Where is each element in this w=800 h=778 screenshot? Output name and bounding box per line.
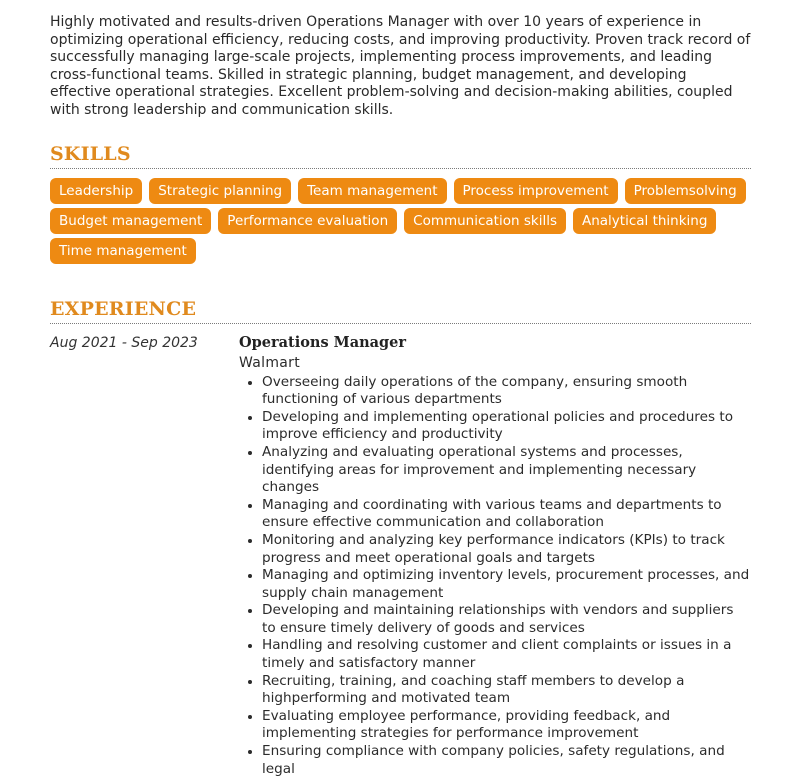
job-entry — [50, 334, 751, 778]
job-responsibilities — [239, 374, 751, 778]
summary-paragraph: Highly motivated and results-driven Operations Manager with over 10 years of experience in optimizing operational efficiency, reducing costs, and improving productivity. Proven track record of successfully managing large-scale projects, implementing process improvements, and leading cross-functional teams. Skilled in strategic planning, budget management, and developing effective operational strategies. Excellent problem-solving and decision-making abilities, coupled with strong leadership and communication skills. — [50, 14, 751, 118]
skill-tag: Performance evaluation — [218, 208, 397, 234]
list-item: • Managing and coordinating with various teams and departments to ensure effective communication and collaboration — [262, 497, 751, 532]
list-item: • Managing and optimizing inventory levels, procurement processes, and supply chain management — [262, 567, 751, 602]
job-dates: Aug 2021 - Sep 2023 — [50, 334, 198, 351]
list-item: • Ensuring compliance with company policies, safety regulations, and legal — [262, 743, 751, 778]
skill-tag: Analytical thinking — [573, 208, 716, 234]
list-item: • Evaluating employee performance, providing feedback, and implementing strategies for performance improvement — [262, 708, 751, 743]
skill-tag: Leadership — [50, 178, 142, 204]
job-title: Operations Manager — [239, 333, 407, 351]
skill-tag: Communication skills — [404, 208, 566, 234]
skill-tag: Budget management — [50, 208, 211, 234]
experience-heading: EXPERIENCE — [50, 298, 751, 324]
list-item: • Monitoring and analyzing key performance indicators (KPIs) to track progress and meet operational goals and targets — [262, 532, 751, 567]
skill-tag: Problemsolving — [625, 178, 746, 204]
list-item: • Developing and maintaining relationships with vendors and suppliers to ensure timely delivery of goods and services — [262, 602, 751, 637]
job-details — [239, 334, 751, 778]
skills-heading: SKILLS — [50, 143, 751, 169]
job-company: Walmart — [239, 354, 300, 371]
skills-list — [50, 178, 751, 264]
skill-tag: Team management — [298, 178, 446, 204]
list-item: • Handling and resolving customer and client complaints or issues in a timely and satisfactory manner — [262, 637, 751, 672]
skill-tag: Process improvement — [454, 178, 618, 204]
resume-page — [50, 14, 751, 778]
list-item: • Recruiting, training, and coaching staff members to develop a highperforming and motivated team — [262, 673, 751, 708]
skill-tag: Time management — [50, 238, 196, 264]
skill-tag: Strategic planning — [149, 178, 291, 204]
list-item: • Developing and implementing operational policies and procedures to improve efficiency and productivity — [262, 409, 751, 444]
list-item: • Overseeing daily operations of the company, ensuring smooth functioning of various departments — [262, 374, 751, 409]
list-item: • Analyzing and evaluating operational systems and processes, identifying areas for improvement and implementing necessary changes — [262, 444, 751, 497]
